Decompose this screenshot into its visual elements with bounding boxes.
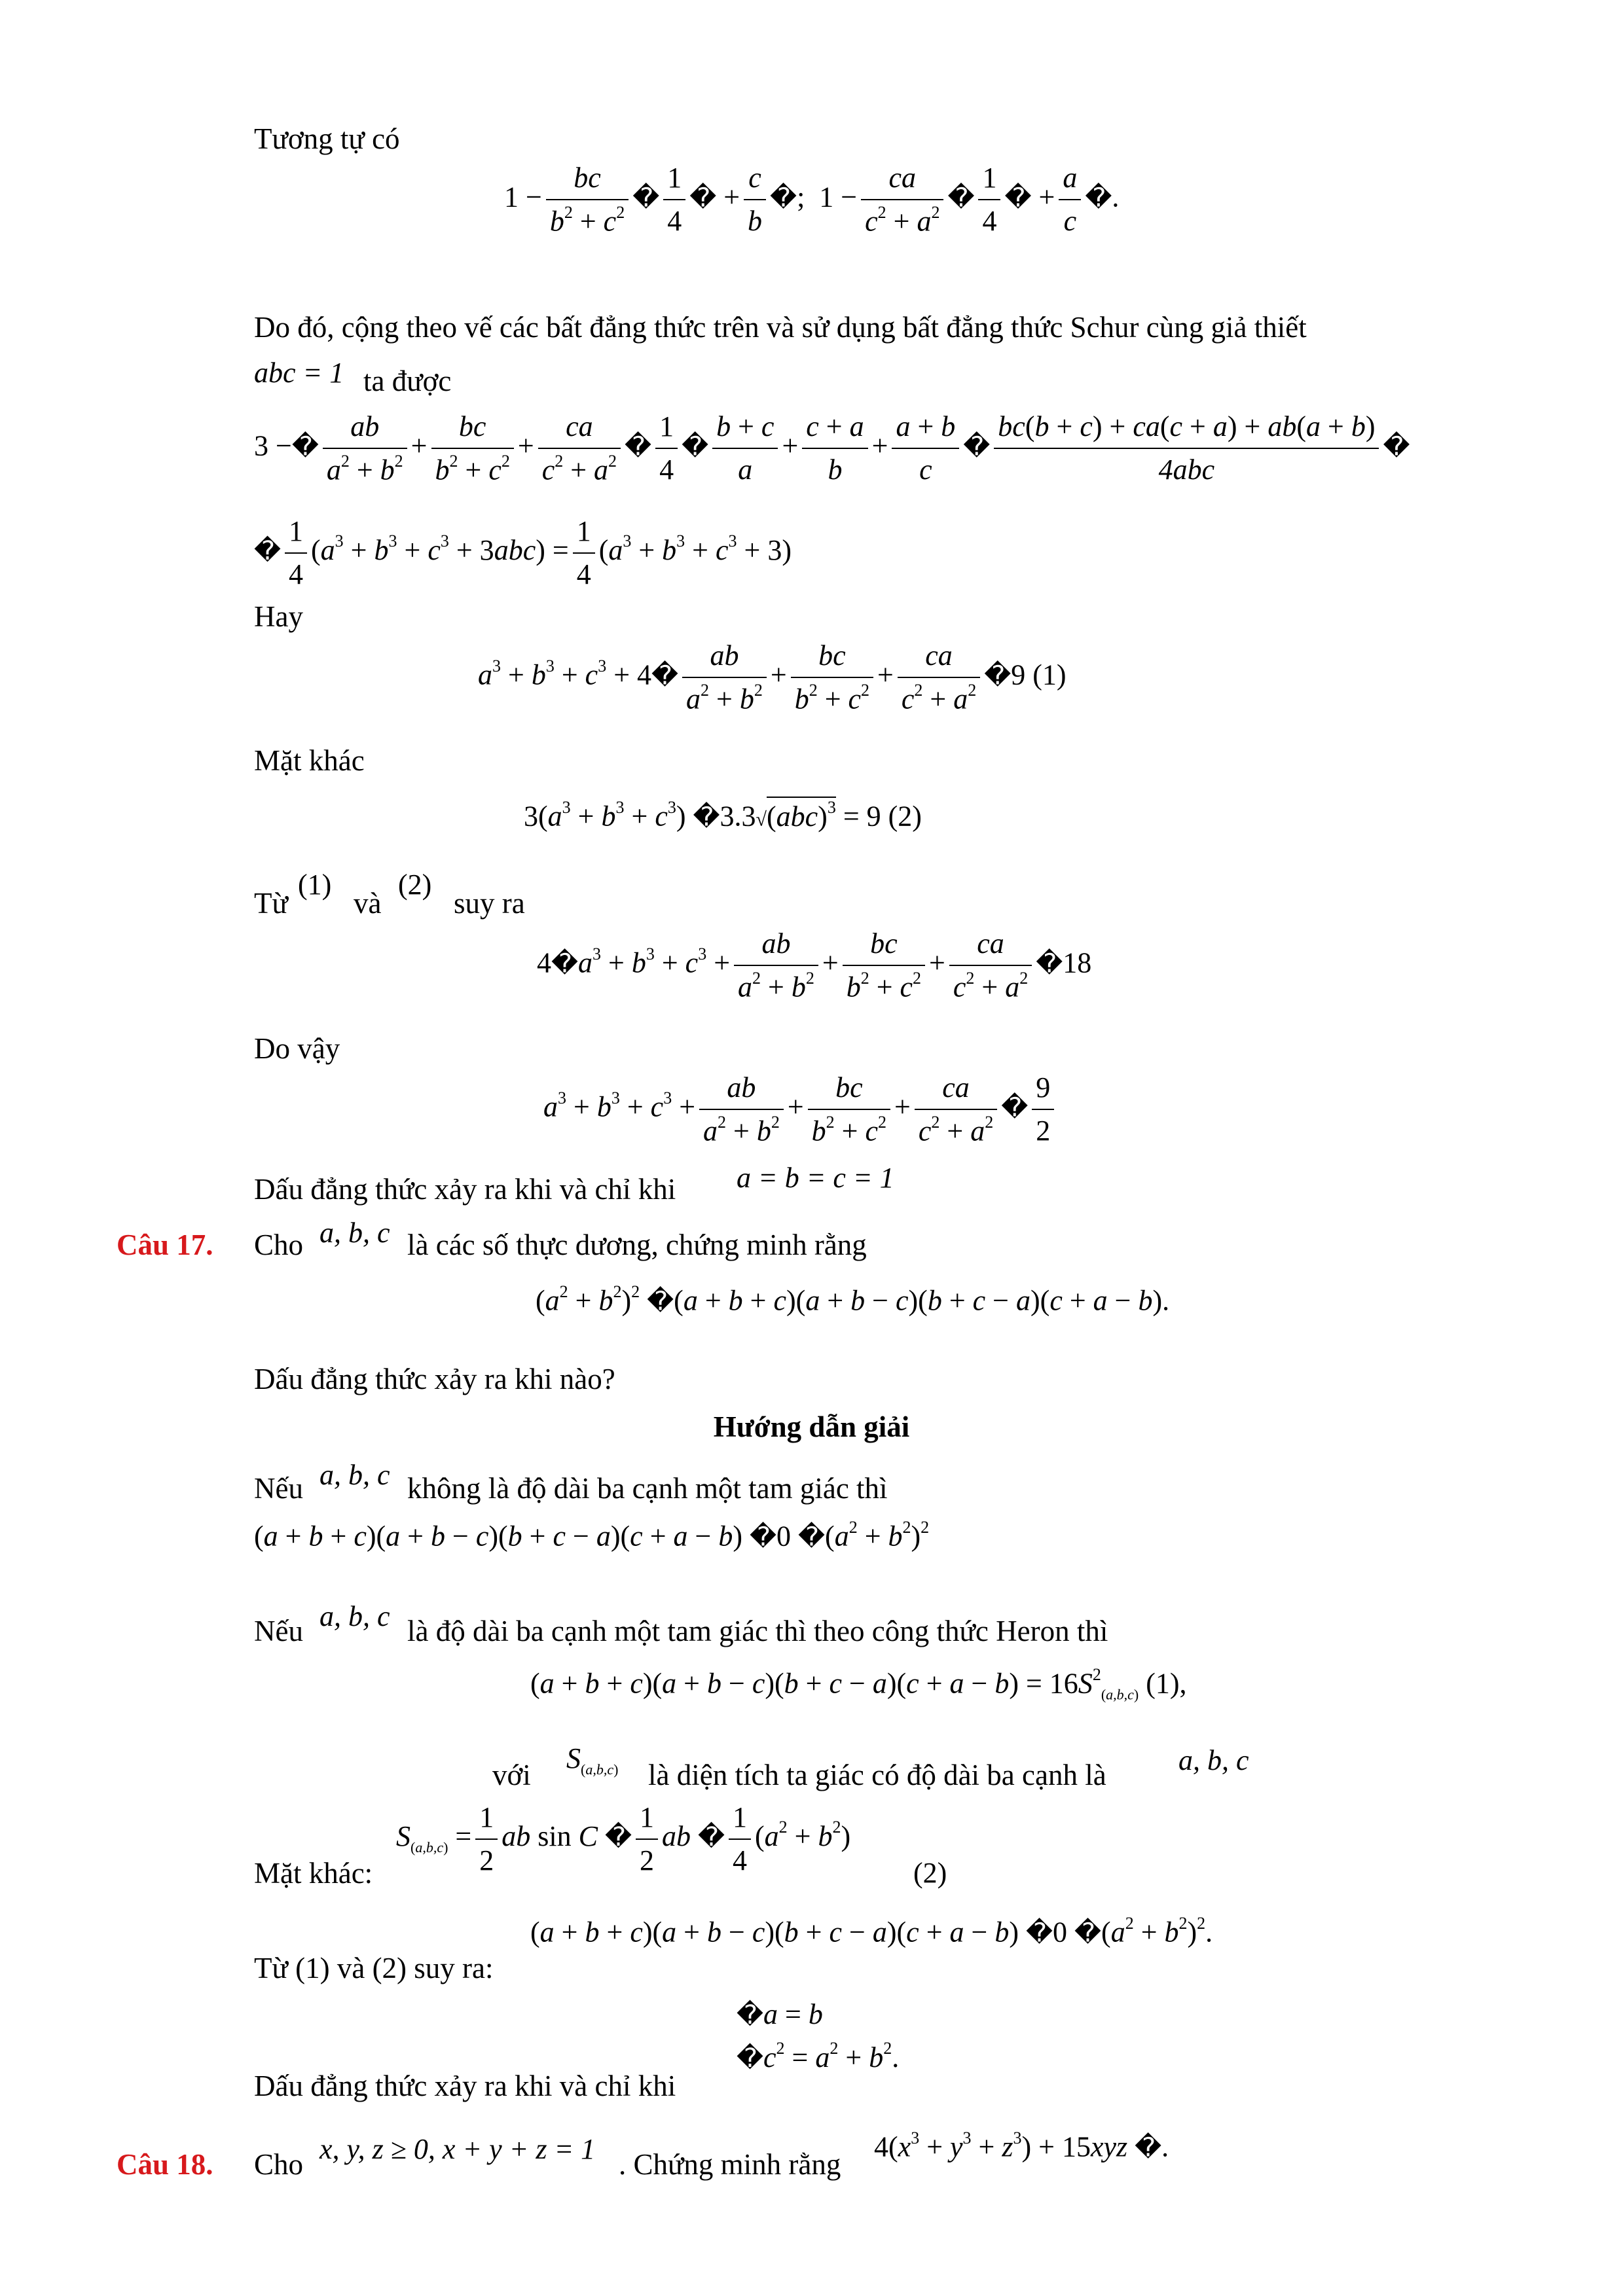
text-mat-khac: Mặt khác [254,744,365,777]
text-dau-dang-thuc-2: Dấu đẳng thức xảy ra khi và chỉ khi [254,2070,676,2102]
text-area-desc: là diện tích ta giác có độ dài ba cạnh là [648,1759,1106,1791]
question-17-label: Câu 17. [117,1229,213,1261]
text-va: và [354,887,382,920]
ref-2: (2) [398,869,432,901]
math-ineq-18: $4�a^3 + b^3 + c^3$ + $\frac{ab}{a^2 + b^2}$ + $\frac{bc}{b^2 + c^2}$ + $\frac{ca}{c^2 + a^2}$ �18 [537,927,1092,1003]
text-cho-17: Cho [254,1229,304,1261]
math-conclusion: (a + b + c)(a + b − c)(b + c − a)(c + a − b) �0 $�(a^2 + b^2)^2$. [530,1914,1213,1948]
text-do-do: Do đó, cộng theo vế các bất đẳng thức trên và sử dụng bất đẳng thức Schur cùng giả thiết [254,311,1307,344]
text-hay: Hay [254,600,303,633]
math-heron: $(a + b + c)(a + b - c)(b + c - a)(c + a - b) = 16S^2_{(a,b,c)}$ (1), [530,1665,1187,1703]
text-similar: Tương tự có [254,122,400,155]
text-do-vay: Do vậy [254,1032,340,1065]
text-voi: với [492,1759,531,1791]
ref-2b: (2) [913,1857,947,1889]
text-mat-khac-2: Mặt khác: [254,1857,373,1890]
math-abc-neu-2: a, b, c [319,1600,390,1632]
math-abc-neu-1: a, b, c [319,1459,390,1491]
question-18-label: Câu 18. [117,2148,213,2181]
math-sum-schur: 3 −� $\frac{ab}{a^2 + b^2}$ + $\frac{bc}{b^2 + c^2}$ + $\frac{ca}{c^2 + a^2}$ � $\frac{1}{4}$ � $\frac{b + c}{a}$ + $\frac{c + a}{b}$ + $\frac{a + b}{c}$ � $\frac{bc(b + c) + ca(c + a) + ab(a + b)}{\text{4abc}}$ � [254,410,1410,486]
math-abc-17: a, b, c [319,1217,390,1249]
text-q18-statement: . Chứng minh rằng [619,2148,841,2181]
text-neu-1: Nếu [254,1472,303,1505]
math-not-triangle: (a + b + c)(a + b − c)(b + c − a)(c + a − b) �0 $�(a^2 + b^2)^2$ [254,1518,930,1552]
math-ineq-1: $a^3 + b^3 + c^3$ + 4� $\frac{ab}{a^2 + b^2}$ + $\frac{bc}{b^2 + c^2}$ + $\frac{ca}{c^2 + a^2}$ �9 (1) [478,639,1067,715]
math-q18-ineq: $4(x^3 + y^3 + z^3) + 15xyz$ �. [874,2128,1169,2163]
text-neu-2: Nếu [254,1615,303,1647]
ref-1: (1) [298,869,332,901]
text-ta-duoc: ta được [363,365,452,397]
text-suy-ra: suy ra [454,887,525,920]
math-schur-result: � $\frac{1}{4}$ $(a^3 + b^3 + c^3 + 3abc)$ = $\frac{1}{4}$ $(a^3 + b^3 + c^3 + 3)$ [254,515,792,590]
solution-heading: Hướng dẫn giải [713,1410,910,1443]
text-heron: là độ dài ba cạnh một tam giác thì theo công thức Heron thì [407,1615,1108,1647]
math-s-abc: $S_{(a,b,c)}$ [566,1742,619,1778]
math-equality-cond-1: a = b = c = 1 [737,1162,894,1194]
text-dau-dang-thuc-1: Dấu đẳng thức xảy ra khi và chỉ khi [254,1173,676,1206]
text-tu: Từ [254,887,288,920]
text-cho-18: Cho [254,2148,304,2181]
math-amgm: $3(a^3 + b^3 + c^3)$ �3.3√(abc)$^3$ = 9 (2) [524,802,922,831]
math-q17-ineq: $(a^2 + b^2)^2$ �(a + b + c)(a + b − c)(b + c − a)(c + a − b). [536,1282,1170,1317]
text-not-triangle: không là độ dài ba cạnh một tam giác thì [407,1472,888,1505]
math-abc-sides: a, b, c [1178,1744,1249,1776]
text-q17-ask: Dấu đẳng thức xảy ra khi nào? [254,1363,615,1395]
math-abc-eq-1: abc = 1 [254,357,344,389]
math-similar-ineq: 1 − $\frac{bc}{b^2 + c^2}$ � $\frac{1}{4}$ � + $\frac{c}{b}$ �; 1 − $\frac{ca}{c^2 + a^2}$ � $\frac{1}{4}$ � + $\frac{a}{c}$ �. [504,162,1120,238]
math-final-ineq: $a^3 + b^3 + c^3$ + $\frac{ab}{a^2 + b^2}$ + $\frac{bc}{b^2 + c^2}$ + $\frac{ca}{c^2 + a^2}$ � $\frac{9}{2}$ [543,1073,1058,1146]
text-tu-1-2: Từ (1) và (2) suy ra: [254,1952,494,1984]
math-q18-cond: x, y, z ≥ 0, x + y + z = 1 [319,2133,596,2165]
text-q17-statement: là các số thực dương, chứng minh rằng [407,1229,867,1261]
math-equality-system: �a = b $�c^2 = a^2 + b^2$. [737,1998,900,2073]
math-area-bound: $S_{(a,b,c)}$ = $\frac{1}{2}$ ab sin C � $\frac{1}{2}$ ab � $\frac{1}{4}$ $(a^2 + b^2)$ [396,1801,851,1876]
